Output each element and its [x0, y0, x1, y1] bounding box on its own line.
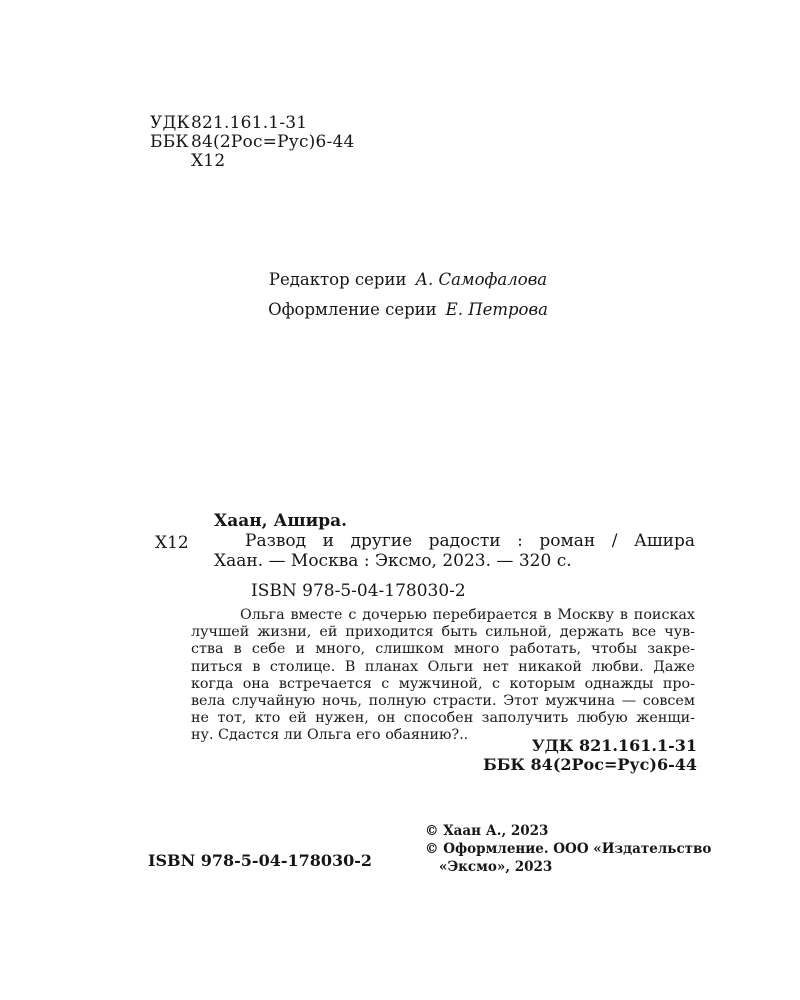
annotation-line: Ольга вместе с дочерью перебирается в Москву в поисках [240, 607, 695, 623]
author-heading: Хаан, Ашира. [214, 511, 348, 531]
annotation-line: когда она встречается с мужчиной, с которым однажды про- [191, 675, 695, 692]
annotation-line: не тот, кто ей нужен, он способен заполучить любую женщи- [191, 710, 695, 727]
isbn-record: ISBN 978-5-04-178030-2 [251, 581, 466, 601]
series-editor-line [108, 270, 708, 292]
bibliographic-record-line-2: Хаан. — Москва : Эксмо, 2023. — 320 с. [214, 551, 572, 571]
annotation-line: питься в столице. В планах Ольги нет никакой любви. Даже [191, 658, 695, 675]
copyright-author-line: © Хаан А., 2023 [425, 823, 549, 839]
catalog-entry [214, 511, 695, 601]
bbk-value: 84(2Рос=Рус)6-44 [191, 132, 355, 152]
series-editor-name: А. Самофалова [415, 270, 548, 289]
top-classification-codes [150, 114, 355, 171]
copyright-publisher-line: © Оформление. ООО «Издательство [425, 841, 712, 857]
copyright-publisher-line-continuation: «Эксмо», 2023 [439, 859, 553, 875]
author-code-spacer [150, 152, 191, 171]
annotation [191, 607, 695, 745]
series-designer-name: Е. Петрова [445, 300, 548, 319]
bbk-code-row [150, 133, 355, 152]
series-designer-line [108, 300, 708, 322]
bottom-classification-codes [397, 737, 697, 774]
annotation-line: лучшей жизни, ей приходится быть сильной, держать все чув- [191, 624, 695, 641]
udc-label: УДК [150, 113, 190, 133]
margin-author-code: Х12 [155, 533, 189, 553]
footer-isbn: ISBN 978-5-04-178030-2 [148, 851, 373, 870]
udc-value: 821.161.1-31 [191, 113, 308, 133]
bbk-label: ББК [150, 132, 189, 152]
annotation-line: ну. Сдастся ли Ольга его обаянию?.. [191, 727, 469, 744]
series-staff-block [108, 270, 708, 330]
annotation-line: ства в себе и много, слишком много работать, чтобы закре- [191, 641, 695, 658]
series-editor-role: Редактор серии [268, 270, 407, 289]
bottom-bbk: ББК 84(2Рос=Рус)6-44 [483, 754, 697, 774]
author-code: Х12 [191, 151, 226, 171]
copyright-block [425, 822, 725, 876]
series-designer-role: Оформление серии [268, 300, 437, 319]
annotation-line: вела случайную ночь, полную страсти. Этот мужчина — совсем [191, 693, 695, 710]
bibliographic-record-line-1: Развод и другие радости : роман / Ашира [245, 531, 695, 551]
udc-code-row [150, 114, 355, 133]
bottom-udc: УДК 821.161.1-31 [531, 736, 697, 755]
author-code-row [150, 152, 355, 171]
